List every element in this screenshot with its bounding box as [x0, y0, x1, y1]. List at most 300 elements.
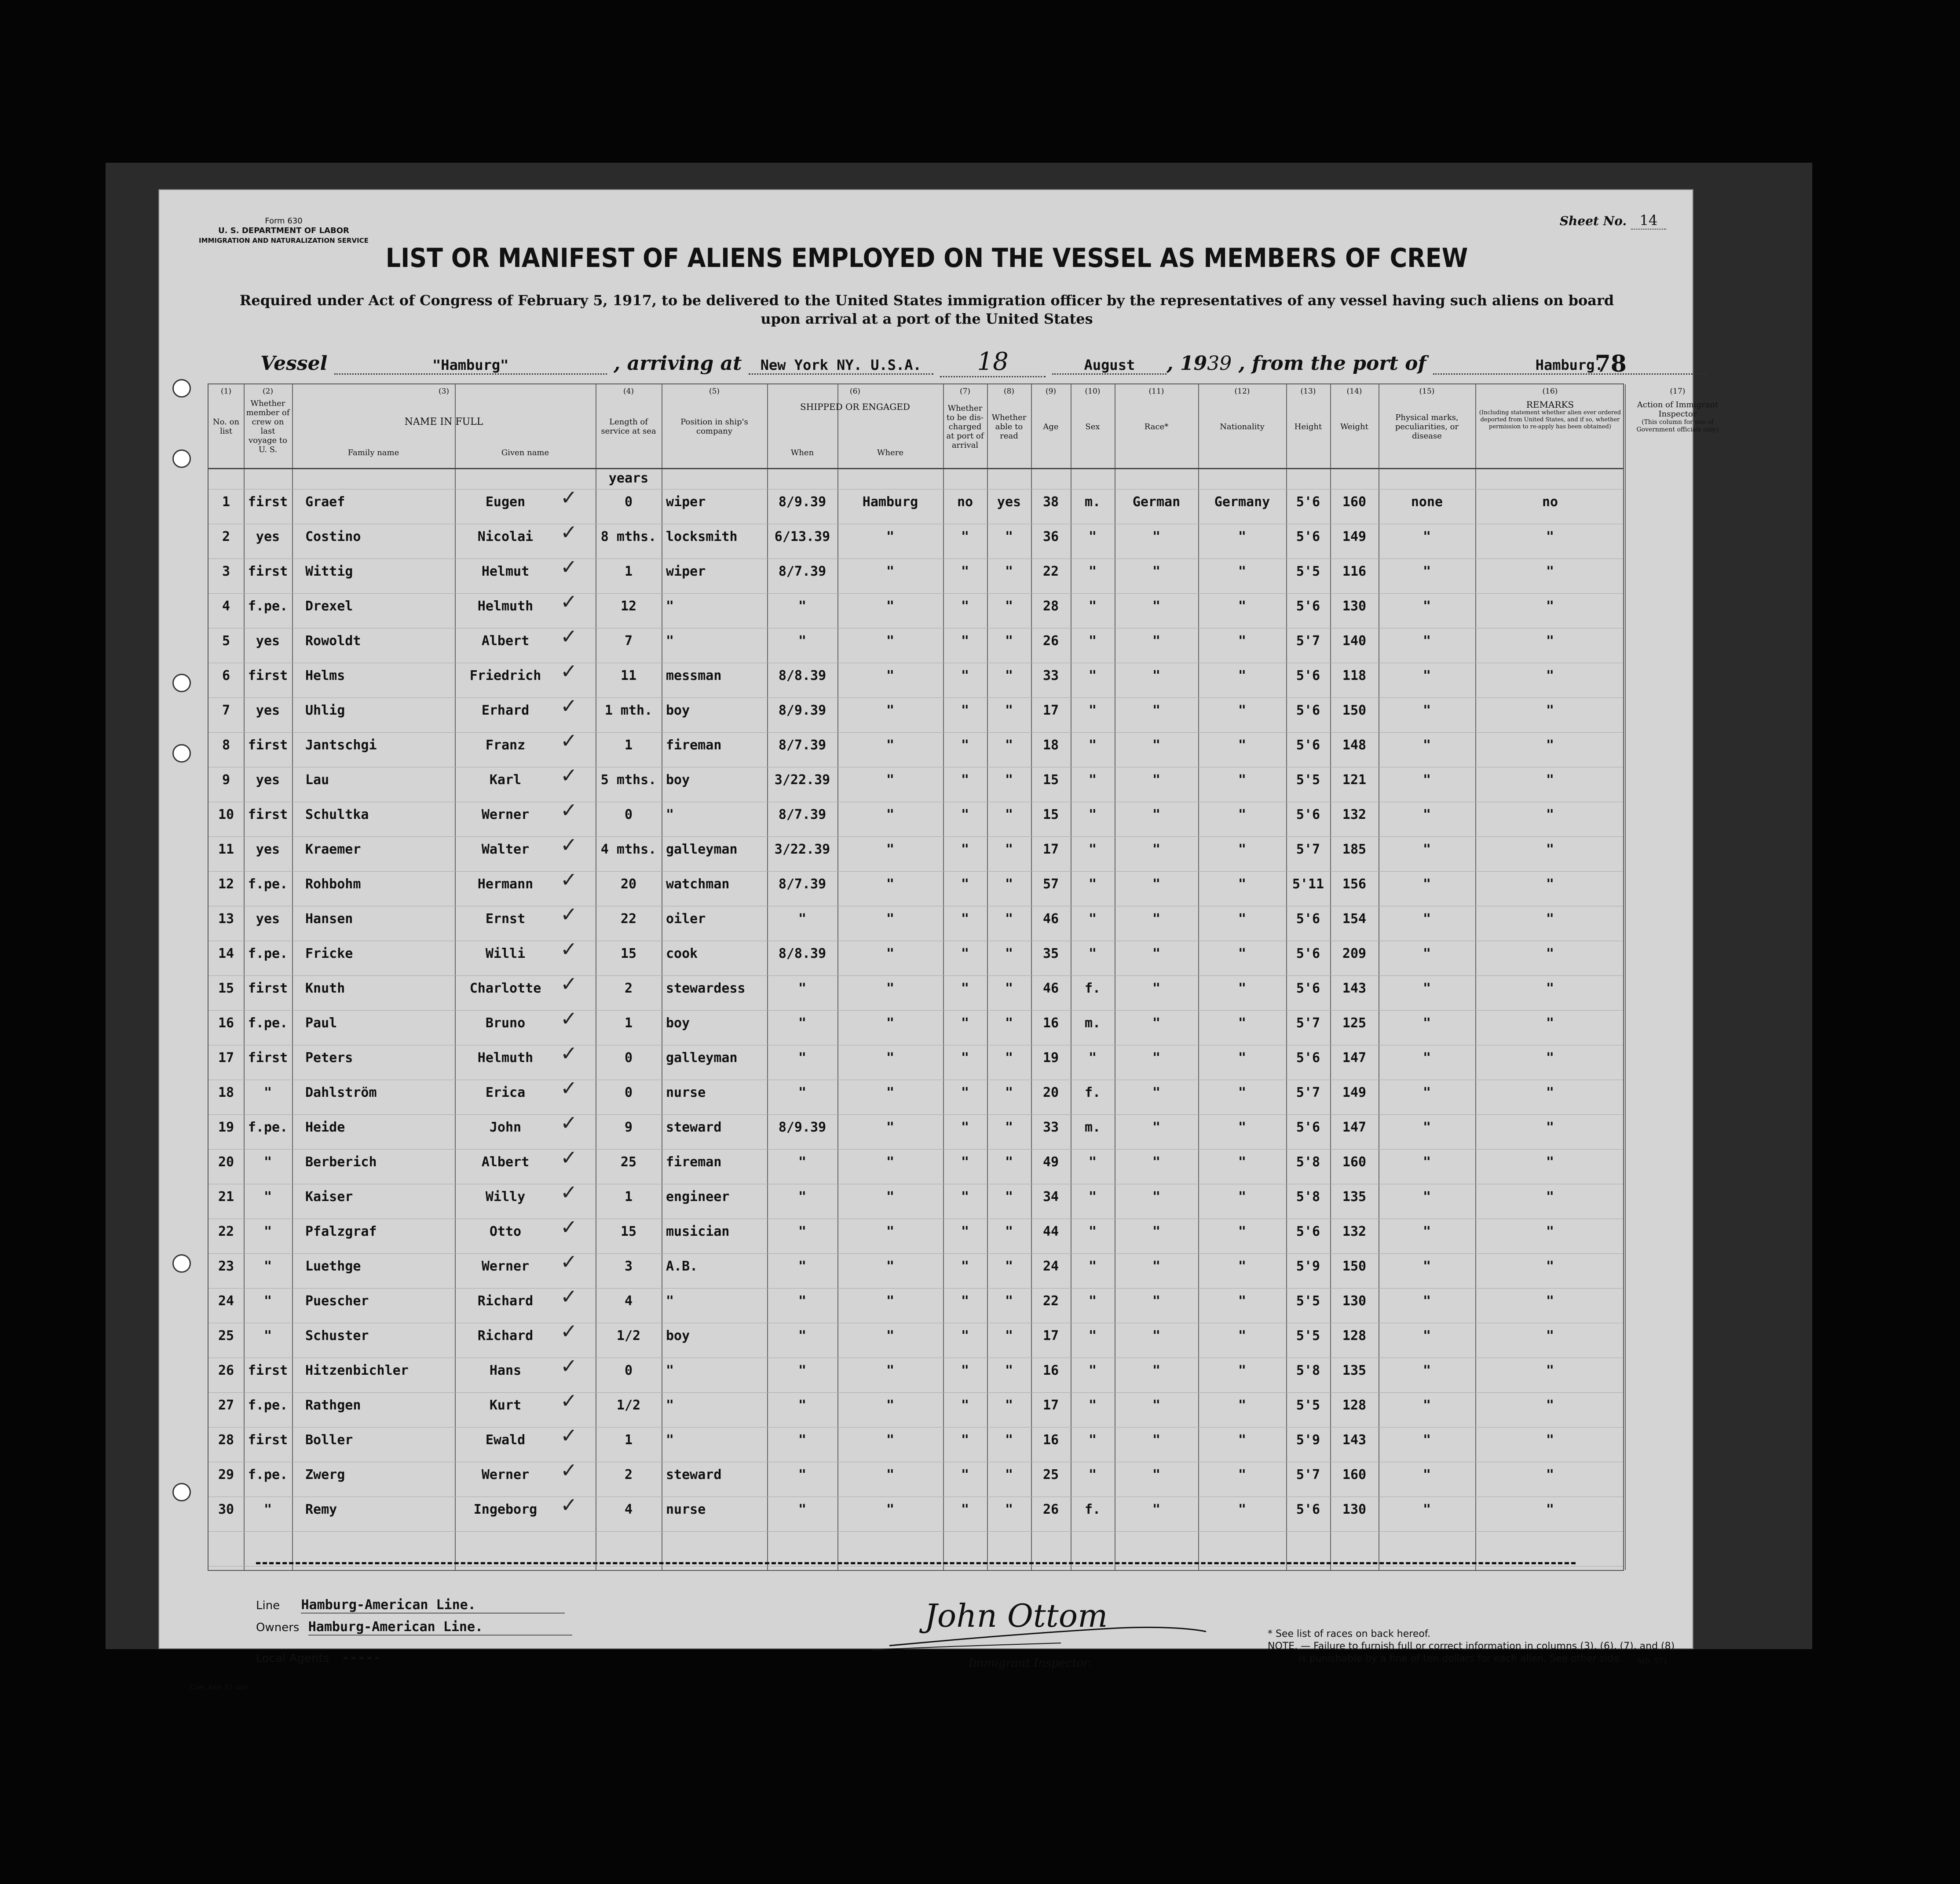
cell-no: 15 [218, 981, 234, 996]
cell-when: 8/7.39 [778, 876, 826, 892]
cell-family-name: Hitzenbichler [305, 1363, 409, 1378]
cell-sex: f. [1084, 1502, 1101, 1517]
arrival-port: New York NY. U.S.A. [749, 357, 933, 375]
year-suffix: 39 [1207, 352, 1232, 375]
cell-no: 14 [218, 946, 234, 961]
cell-family-name: Remy [305, 1502, 337, 1517]
cell-weight: 128 [1342, 1328, 1367, 1344]
cell-family-name: Heide [305, 1120, 345, 1135]
cell-read: " [1005, 1467, 1013, 1482]
cell-where: " [886, 772, 895, 788]
cell-family-name: Peters [305, 1050, 353, 1066]
cell-sex: " [1088, 564, 1097, 579]
cell-race: " [1152, 599, 1161, 614]
cell-race: " [1152, 911, 1161, 927]
cell-discharged: " [961, 668, 969, 683]
footnote [1268, 1628, 1675, 1665]
cell-read: " [1005, 772, 1013, 788]
owners-label: Owners [256, 1621, 300, 1634]
cell-weight: 156 [1342, 876, 1367, 892]
cell-physical-marks: " [1422, 738, 1431, 753]
from-label: , from the port of [1238, 352, 1426, 375]
cell-height: 5'7 [1296, 842, 1320, 857]
cell-nationality: " [1238, 1120, 1247, 1135]
cell-nationality: " [1238, 599, 1247, 614]
cell-read: " [1005, 946, 1013, 961]
inspector-label: Immigrant Inspector. [969, 1657, 1091, 1670]
cell-family-name: Wittig [305, 564, 353, 579]
cell-race: " [1152, 1467, 1161, 1482]
check-mark-icon: ✓ [560, 972, 578, 996]
vessel-name: "Hamburg" [334, 357, 607, 375]
sheet-number [1560, 212, 1666, 230]
cell-read: " [1005, 1398, 1013, 1413]
cell-no: 30 [218, 1502, 234, 1517]
row-rule [208, 975, 1623, 976]
col-header-name: (3) NAME IN FULL [404, 387, 483, 427]
cell-age: 28 [1042, 599, 1059, 614]
cell-weight: 132 [1342, 807, 1367, 822]
check-mark-icon: ✓ [560, 659, 578, 683]
cell-family-name: Hansen [305, 911, 353, 927]
cell-no: 29 [218, 1467, 234, 1482]
cell-height: 5'8 [1296, 1189, 1320, 1205]
cell-last-voyage: first [248, 668, 288, 683]
cell-discharged: " [961, 1293, 969, 1309]
cell-position: steward [666, 1467, 722, 1482]
cell-no: 6 [222, 668, 230, 683]
col-header-remarks: (16) REMARKS (Including statement whether alien ever ordered deported from United States, and if so, whether permission to re-apply has been obtained) [1475, 387, 1625, 479]
cell-height: 5'6 [1296, 494, 1320, 510]
cell-read: " [1005, 981, 1013, 996]
cell-family-name: Rathgen [305, 1398, 361, 1413]
cell-last-voyage: f.pe. [248, 1015, 288, 1031]
check-mark-icon: ✓ [560, 1319, 578, 1343]
cell-service: 9 [624, 1120, 633, 1135]
check-mark-icon: ✓ [560, 555, 578, 579]
cell-position: steward [666, 1120, 722, 1135]
cell-position: stewardess [666, 981, 746, 996]
check-mark-icon: ✓ [560, 1180, 578, 1204]
col-subheader-family: Family name [347, 448, 399, 457]
check-mark-icon: ✓ [560, 1007, 578, 1030]
cell-family-name: Paul [305, 1015, 337, 1031]
check-mark-icon: ✓ [560, 624, 578, 648]
cell-last-voyage: yes [256, 529, 280, 544]
cell-weight: 149 [1342, 529, 1367, 544]
cell-discharged: " [961, 1189, 969, 1205]
cell-given-name: Richard [477, 1293, 534, 1309]
check-mark-icon: ✓ [560, 868, 578, 891]
check-mark-icon: ✓ [560, 1458, 578, 1482]
col-header-no: (1) No. on list [212, 387, 240, 436]
cell-age: 26 [1042, 633, 1059, 649]
col-header-weight: (14) Weight [1340, 387, 1368, 431]
cell-weight: 128 [1342, 1398, 1367, 1413]
cell-age: 33 [1042, 1120, 1059, 1135]
cell-read: " [1005, 1363, 1013, 1378]
cell-race: " [1152, 1085, 1161, 1100]
col-header-discharged: (7) Whether to be dis-charged at port of arrival [946, 387, 984, 450]
cell-weight: 147 [1342, 1050, 1367, 1066]
row-rule [208, 1427, 1623, 1428]
row-rule [208, 871, 1623, 872]
cell-given-name: Albert [481, 633, 530, 649]
cell-read: " [1005, 1050, 1013, 1066]
check-mark-icon: ✓ [560, 694, 578, 718]
cell-position: fireman [666, 738, 722, 753]
cell-discharged: " [961, 911, 969, 927]
cell-position: fireman [666, 1154, 722, 1170]
cell-given-name: Hermann [477, 876, 534, 892]
cell-sex: " [1088, 842, 1097, 857]
cell-physical-marks: " [1422, 772, 1431, 788]
cell-given-name: Kurt [489, 1398, 522, 1413]
check-mark-icon: ✓ [560, 1076, 578, 1100]
cell-last-voyage: first [248, 807, 288, 822]
inspector-signature [872, 1597, 1268, 1659]
cell-service: 11 [620, 668, 637, 683]
cell-service: 2 [624, 1467, 633, 1482]
check-mark-icon: ✓ [560, 1146, 578, 1169]
cell-physical-marks: " [1422, 1293, 1431, 1309]
cell-age: 34 [1042, 1189, 1059, 1205]
cell-where: " [886, 1120, 895, 1135]
cell-race: " [1152, 807, 1161, 822]
cell-race: " [1152, 1154, 1161, 1170]
cell-weight: 121 [1342, 772, 1367, 788]
cell-given-name: Willi [485, 946, 526, 961]
cell-read: " [1005, 1432, 1013, 1448]
header-rule [208, 468, 1623, 469]
cell-given-name: John [489, 1120, 522, 1135]
cell-height: 5'7 [1296, 1015, 1320, 1031]
cell-service: 3 [624, 1259, 633, 1274]
remarks-note: (Including statement whether alien ever ordered deported from United States, and if so, whether permission to re-apply has been obtained) [1479, 409, 1621, 430]
owners-value: Hamburg-American Line. [308, 1619, 572, 1636]
cell-sex: " [1088, 946, 1097, 961]
cell-read: " [1005, 1189, 1013, 1205]
cell-position: messman [666, 668, 722, 683]
cell-sex: " [1088, 1154, 1097, 1170]
cell-given-name: Charlotte [469, 981, 541, 996]
cell-service: 4 [624, 1502, 633, 1517]
cell-remarks: " [1546, 1154, 1554, 1170]
cell-when: " [798, 633, 807, 649]
cell-service: 20 [620, 876, 637, 892]
cell-where: " [886, 1224, 895, 1239]
cell-physical-marks: " [1422, 1120, 1431, 1135]
cell-weight: 185 [1342, 842, 1367, 857]
cell-race: " [1152, 772, 1161, 788]
cell-sex: " [1088, 1259, 1097, 1274]
note-penalty-cont: is punishable by a fine of ten dollars for each alien. See other side. [1298, 1653, 1623, 1664]
cell-nationality: " [1238, 1050, 1247, 1066]
cell-discharged: " [961, 1328, 969, 1344]
col-subheader-where: Where [877, 448, 903, 457]
cell-family-name: Kraemer [305, 842, 361, 857]
cell-given-name: Otto [489, 1224, 522, 1239]
cell-nationality: " [1238, 1432, 1247, 1448]
cell-age: 57 [1042, 876, 1059, 892]
col-header-service: (4) Length of service at sea [601, 387, 656, 436]
check-mark-icon: ✓ [560, 798, 578, 822]
cell-when: 8/9.39 [778, 703, 826, 718]
cell-nationality: " [1238, 1015, 1247, 1031]
cell-read: " [1005, 599, 1013, 614]
cell-physical-marks: " [1422, 1224, 1431, 1239]
cell-no: 9 [222, 772, 230, 788]
cell-no: 7 [222, 703, 230, 718]
cell-last-voyage: f.pe. [248, 946, 288, 961]
cell-sex: " [1088, 1328, 1097, 1344]
cell-no: 12 [218, 876, 234, 892]
cell-no: 1 [222, 494, 230, 510]
cell-nationality: " [1238, 668, 1247, 683]
cell-age: 44 [1042, 1224, 1059, 1239]
cell-service: 0 [624, 494, 633, 510]
cell-remarks: " [1546, 1189, 1554, 1205]
cell-race: " [1152, 1432, 1161, 1448]
cell-when: " [798, 1189, 807, 1205]
cell-remarks: " [1546, 981, 1554, 996]
col-subheader-given: Given name [501, 448, 549, 457]
cell-no: 24 [218, 1293, 234, 1309]
cell-physical-marks: " [1422, 1432, 1431, 1448]
cell-race: German [1132, 494, 1181, 510]
col-header-inspector: (17) Action of Immigrant Inspector (This column for use of Government officials only) [1625, 387, 1730, 479]
check-mark-icon: ✓ [560, 1041, 578, 1065]
cell-height: 5'9 [1296, 1259, 1320, 1274]
cell-physical-marks: " [1422, 807, 1431, 822]
note-penalty: NOTE. — Failure to furnish full or correct information in columns (3), (6), (7), and (8) [1268, 1641, 1675, 1652]
cell-position: galleyman [666, 1050, 738, 1066]
cell-remarks: " [1546, 1120, 1554, 1135]
cell-weight: 130 [1342, 1502, 1367, 1517]
cell-read: " [1005, 1120, 1013, 1135]
cell-height: 5'6 [1296, 946, 1320, 961]
cell-physical-marks: " [1422, 1363, 1431, 1378]
cell-age: 26 [1042, 1502, 1059, 1517]
cell-last-voyage: " [263, 1328, 272, 1344]
cell-last-voyage: yes [256, 911, 280, 927]
cell-when: 3/22.39 [774, 772, 830, 788]
cell-family-name: Schuster [305, 1328, 369, 1344]
row-rule [208, 1253, 1623, 1254]
cell-given-name: Ingeborg [473, 1502, 538, 1517]
cell-age: 46 [1042, 981, 1059, 996]
cell-discharged: " [961, 1502, 969, 1517]
cell-where: " [886, 529, 895, 544]
cell-age: 17 [1042, 1328, 1059, 1344]
cell-remarks: " [1546, 1050, 1554, 1066]
cell-weight: 209 [1342, 946, 1367, 961]
cell-service: 0 [624, 1050, 633, 1066]
check-mark-icon: ✓ [560, 902, 578, 926]
cell-race: " [1152, 1259, 1161, 1274]
cell-where: " [886, 842, 895, 857]
cell-weight: 150 [1342, 703, 1367, 718]
cell-given-name: Erhard [481, 703, 530, 718]
cell-where: " [886, 911, 895, 927]
cell-age: 36 [1042, 529, 1059, 544]
cell-read: " [1005, 1328, 1013, 1344]
cell-when: " [798, 1224, 807, 1239]
cell-age: 16 [1042, 1363, 1059, 1378]
cell-remarks: " [1546, 1293, 1554, 1309]
departure-port: Hamburg. [1433, 357, 1706, 375]
cell-sex: " [1088, 1224, 1097, 1239]
cell-height: 5'5 [1296, 564, 1320, 579]
cell-physical-marks: " [1422, 1085, 1431, 1100]
cell-when: 8/7.39 [778, 807, 826, 822]
cell-family-name: Pfalzgraf [305, 1224, 377, 1239]
cell-race: " [1152, 981, 1161, 996]
cell-position: musician [666, 1224, 730, 1239]
department-line: U. S. DEPARTMENT OF LABOR [218, 226, 349, 235]
cell-sex: " [1088, 1398, 1097, 1413]
cell-position: nurse [666, 1502, 706, 1517]
cell-family-name: Boller [305, 1432, 353, 1448]
vessel-label: Vessel [260, 352, 328, 375]
cell-sex: " [1088, 529, 1097, 544]
cell-read: " [1005, 668, 1013, 683]
cell-nationality: Germany [1214, 494, 1270, 510]
cell-where: " [886, 1015, 895, 1031]
cell-sex: " [1088, 1363, 1097, 1378]
crew-table [208, 383, 1719, 1571]
cell-read: yes [997, 494, 1021, 510]
cell-no: 3 [222, 564, 230, 579]
cell-discharged: " [961, 1120, 969, 1135]
cell-race: " [1152, 1015, 1161, 1031]
cell-last-voyage: first [248, 1050, 288, 1066]
cell-family-name: Knuth [305, 981, 345, 996]
cell-position: watchman [666, 876, 730, 892]
arrival-day: 18 [940, 347, 1046, 377]
end-of-list-rule [256, 1562, 1576, 1564]
cell-service: 1 [624, 1189, 633, 1205]
cell-nationality: " [1238, 1293, 1247, 1309]
row-rule [208, 1288, 1623, 1289]
cell-last-voyage: first [248, 564, 288, 579]
cell-no: 27 [218, 1398, 234, 1413]
cell-last-voyage: yes [256, 633, 280, 649]
cell-no: 5 [222, 633, 230, 649]
cell-given-name: Franz [485, 738, 526, 753]
cell-given-name: Werner [481, 1467, 530, 1482]
cell-sex: " [1088, 807, 1097, 822]
cell-given-name: Ewald [485, 1432, 526, 1448]
cell-weight: 135 [1342, 1363, 1367, 1378]
cell-where: " [886, 668, 895, 683]
cell-nationality: " [1238, 842, 1247, 857]
check-mark-icon: ✓ [560, 1389, 578, 1413]
cell-where: " [886, 946, 895, 961]
cell-height: 5'6 [1296, 1120, 1320, 1135]
cell-service: 4 [624, 1293, 633, 1309]
punch-hole [172, 1254, 191, 1273]
cell-nationality: " [1238, 946, 1247, 961]
cell-read: " [1005, 738, 1013, 753]
cell-weight: 154 [1342, 911, 1367, 927]
cell-age: 15 [1042, 807, 1059, 822]
cell-family-name: Berberich [305, 1154, 377, 1170]
cell-sex: " [1088, 1293, 1097, 1309]
cell-where: " [886, 1398, 895, 1413]
cell-height: 5'6 [1296, 981, 1320, 996]
punch-hole [172, 744, 191, 763]
cell-given-name: Hans [489, 1363, 522, 1378]
cell-position: " [666, 1398, 674, 1413]
cell-when: 8/7.39 [778, 738, 826, 753]
cell-given-name: Erica [485, 1085, 526, 1100]
cell-service: 15 [620, 1224, 637, 1239]
cell-nationality: " [1238, 911, 1247, 927]
cell-given-name: Walter [481, 842, 530, 857]
cell-race: " [1152, 946, 1161, 961]
cell-physical-marks: " [1422, 529, 1431, 544]
cell-position: " [666, 807, 674, 822]
cell-sex: " [1088, 599, 1097, 614]
cell-nationality: " [1238, 1154, 1247, 1170]
cell-no: 19 [218, 1120, 234, 1135]
cell-service: 15 [620, 946, 637, 961]
cell-where: " [886, 738, 895, 753]
check-mark-icon: ✓ [560, 520, 578, 544]
cell-read: " [1005, 529, 1013, 544]
cell-sex: " [1088, 633, 1097, 649]
cell-given-name: Ernst [485, 911, 526, 927]
col-header-physical-marks: (15) Physical marks, peculiarities, or disease [1395, 387, 1459, 441]
cell-where: " [886, 703, 895, 718]
cell-physical-marks: " [1422, 981, 1431, 996]
cell-when: " [798, 1328, 807, 1344]
cell-race: " [1152, 738, 1161, 753]
col-header-position: (5) Position in ship's company [680, 387, 748, 436]
cell-when: 6/13.39 [774, 529, 830, 544]
cell-family-name: Zwerg [305, 1467, 345, 1482]
cell-height: 5'9 [1296, 1432, 1320, 1448]
cell-sex: f. [1084, 981, 1101, 996]
cell-sex: m. [1084, 494, 1101, 510]
cell-weight: 132 [1342, 1224, 1367, 1239]
cell-remarks: no [1542, 494, 1558, 510]
cell-physical-marks: " [1422, 1467, 1431, 1482]
cell-last-voyage: first [248, 1363, 288, 1378]
cell-where: " [886, 633, 895, 649]
cell-sex: " [1088, 703, 1097, 718]
check-mark-icon: ✓ [560, 1111, 578, 1135]
cell-weight: 143 [1342, 981, 1367, 996]
cell-when: 3/22.39 [774, 842, 830, 857]
col-header-height: (13) Height [1294, 387, 1322, 431]
cell-weight: 125 [1342, 1015, 1367, 1031]
cell-remarks: " [1546, 876, 1554, 892]
check-mark-icon: ✓ [560, 486, 578, 509]
column-rule [1625, 384, 1626, 1570]
row-rule [208, 1392, 1623, 1393]
cell-family-name: Puescher [305, 1293, 369, 1309]
cell-no: 13 [218, 911, 234, 927]
cell-sex: " [1088, 668, 1097, 683]
cell-discharged: " [961, 703, 969, 718]
check-mark-icon: ✓ [560, 1493, 578, 1517]
cell-position: locksmith [666, 529, 738, 544]
cell-race: " [1152, 1328, 1161, 1344]
cell-family-name: Dahlström [305, 1085, 377, 1100]
cell-given-name: Werner [481, 807, 530, 822]
